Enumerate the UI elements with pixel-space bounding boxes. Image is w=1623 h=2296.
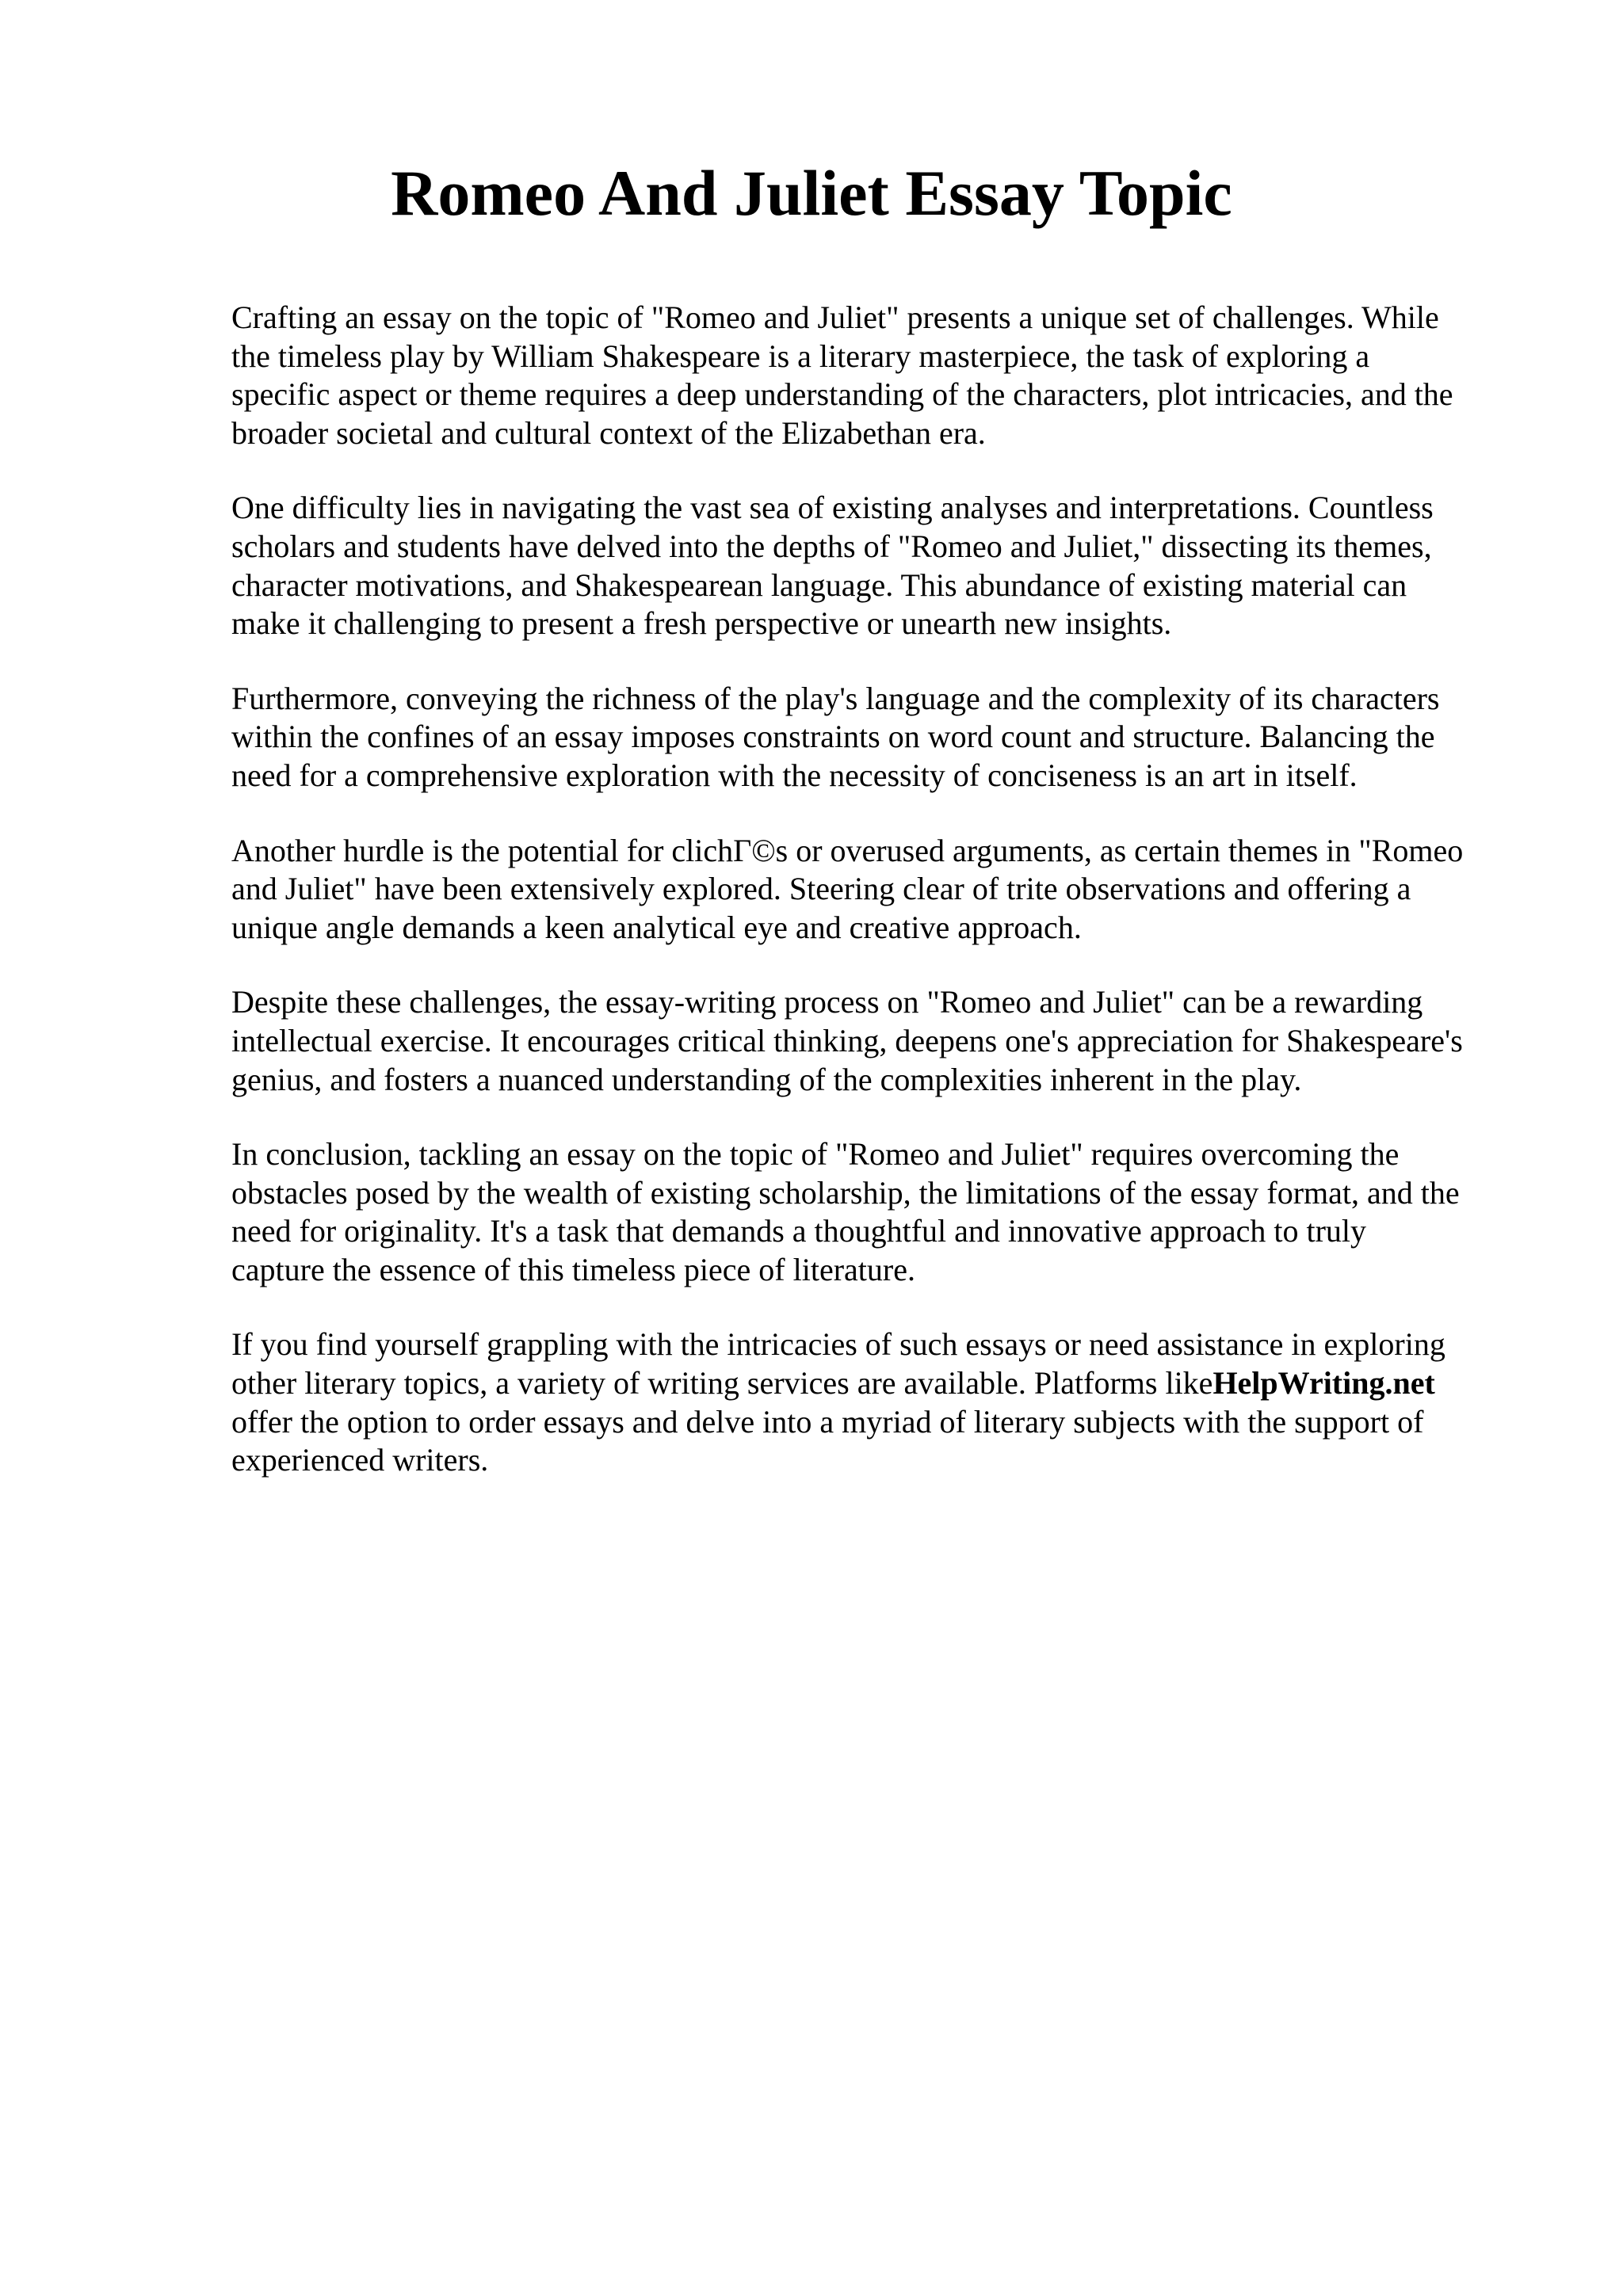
paragraph-line: If you find yourself grappling with the intricacies of such essays or need assistance in exploring	[231, 1326, 1445, 1363]
paragraph-line: character motivations, and Shakespearean language. This abundance of existing material can	[231, 566, 1407, 603]
paragraph-line: intellectual exercise. It encourages critical thinking, deepens one's appreciation for Shakespeare's	[231, 1022, 1463, 1058]
paragraph-line: and Juliet" have been extensively explored. Steering clear of trite observations and offering a	[231, 871, 1411, 907]
paragraph-6	[231, 1135, 1515, 1289]
paragraph-line: Despite these challenges, the essay-writing process on "Romeo and Juliet" can be a rewarding	[231, 984, 1423, 1020]
paragraph-2	[231, 489, 1515, 643]
paragraph-line: Another hurdle is the potential for clichГ©s or overused arguments, as certain themes in "Romeo	[231, 832, 1464, 868]
paragraph-line: experienced writers.	[231, 1442, 489, 1478]
paragraph-3	[231, 680, 1515, 795]
paragraph-5	[231, 983, 1515, 1099]
paragraph-line: unique angle demands a keen analytical eye and creative approach.	[231, 909, 1082, 945]
paragraph-line: broader societal and cultural context of the Elizabethan era.	[231, 414, 986, 451]
helpwriting-link[interactable]: HelpWriting.net	[1212, 1365, 1435, 1402]
document-body	[231, 299, 1515, 1516]
paragraph-line: capture the essence of this timeless piece of literature.	[231, 1251, 915, 1287]
paragraph-line: One difficulty lies in navigating the vast sea of existing analyses and interpretations. Countless	[231, 490, 1434, 526]
paragraph-line: offer the option to order essays and delve into a myriad of literary subjects with the support of	[231, 1403, 1424, 1440]
paragraph-line: need for originality. It's a task that demands a thoughtful and innovative approach to truly	[231, 1213, 1367, 1249]
paragraph-line: make it challenging to present a fresh perspective or unearth new insights.	[231, 605, 1172, 642]
paragraph-4	[231, 832, 1515, 948]
document-title: Romeo And Juliet Essay Topic	[391, 157, 1232, 229]
paragraph-7	[231, 1325, 1515, 1479]
paragraph-1	[231, 299, 1515, 452]
paragraph-line: scholars and students have delved into the depths of "Romeo and Juliet," dissecting its themes,	[231, 528, 1432, 564]
paragraph-line: genius, and fosters a nuanced understanding of the complexities inherent in the play.	[231, 1061, 1302, 1097]
paragraph-line: Crafting an essay on the topic of "Romeo and Juliet" presents a unique set of challenges. While	[231, 299, 1439, 335]
paragraph-line: the timeless play by William Shakespeare is a literary masterpiece, the task of exploring a	[231, 338, 1370, 374]
paragraph-line: need for a comprehensive exploration with the necessity of conciseness is an art in itself.	[231, 757, 1358, 793]
paragraph-line: In conclusion, tackling an essay on the topic of "Romeo and Juliet" requires overcoming the	[231, 1136, 1400, 1173]
paragraph-line: specific aspect or theme requires a deep understanding of the characters, plot intricacies, and the	[231, 376, 1453, 413]
paragraph-line-prefix: other literary topics, a variety of writing services are available. Platforms like	[231, 1365, 1213, 1402]
paragraph-line-with-link	[231, 1364, 1515, 1403]
paragraph-line: Furthermore, conveying the richness of the play's language and the complexity of its characters	[231, 680, 1440, 716]
paragraph-line: obstacles posed by the wealth of existing scholarship, the limitations of the essay format, and the	[231, 1174, 1460, 1211]
paragraph-line: within the confines of an essay imposes constraints on word count and structure. Balancing the	[231, 719, 1435, 755]
